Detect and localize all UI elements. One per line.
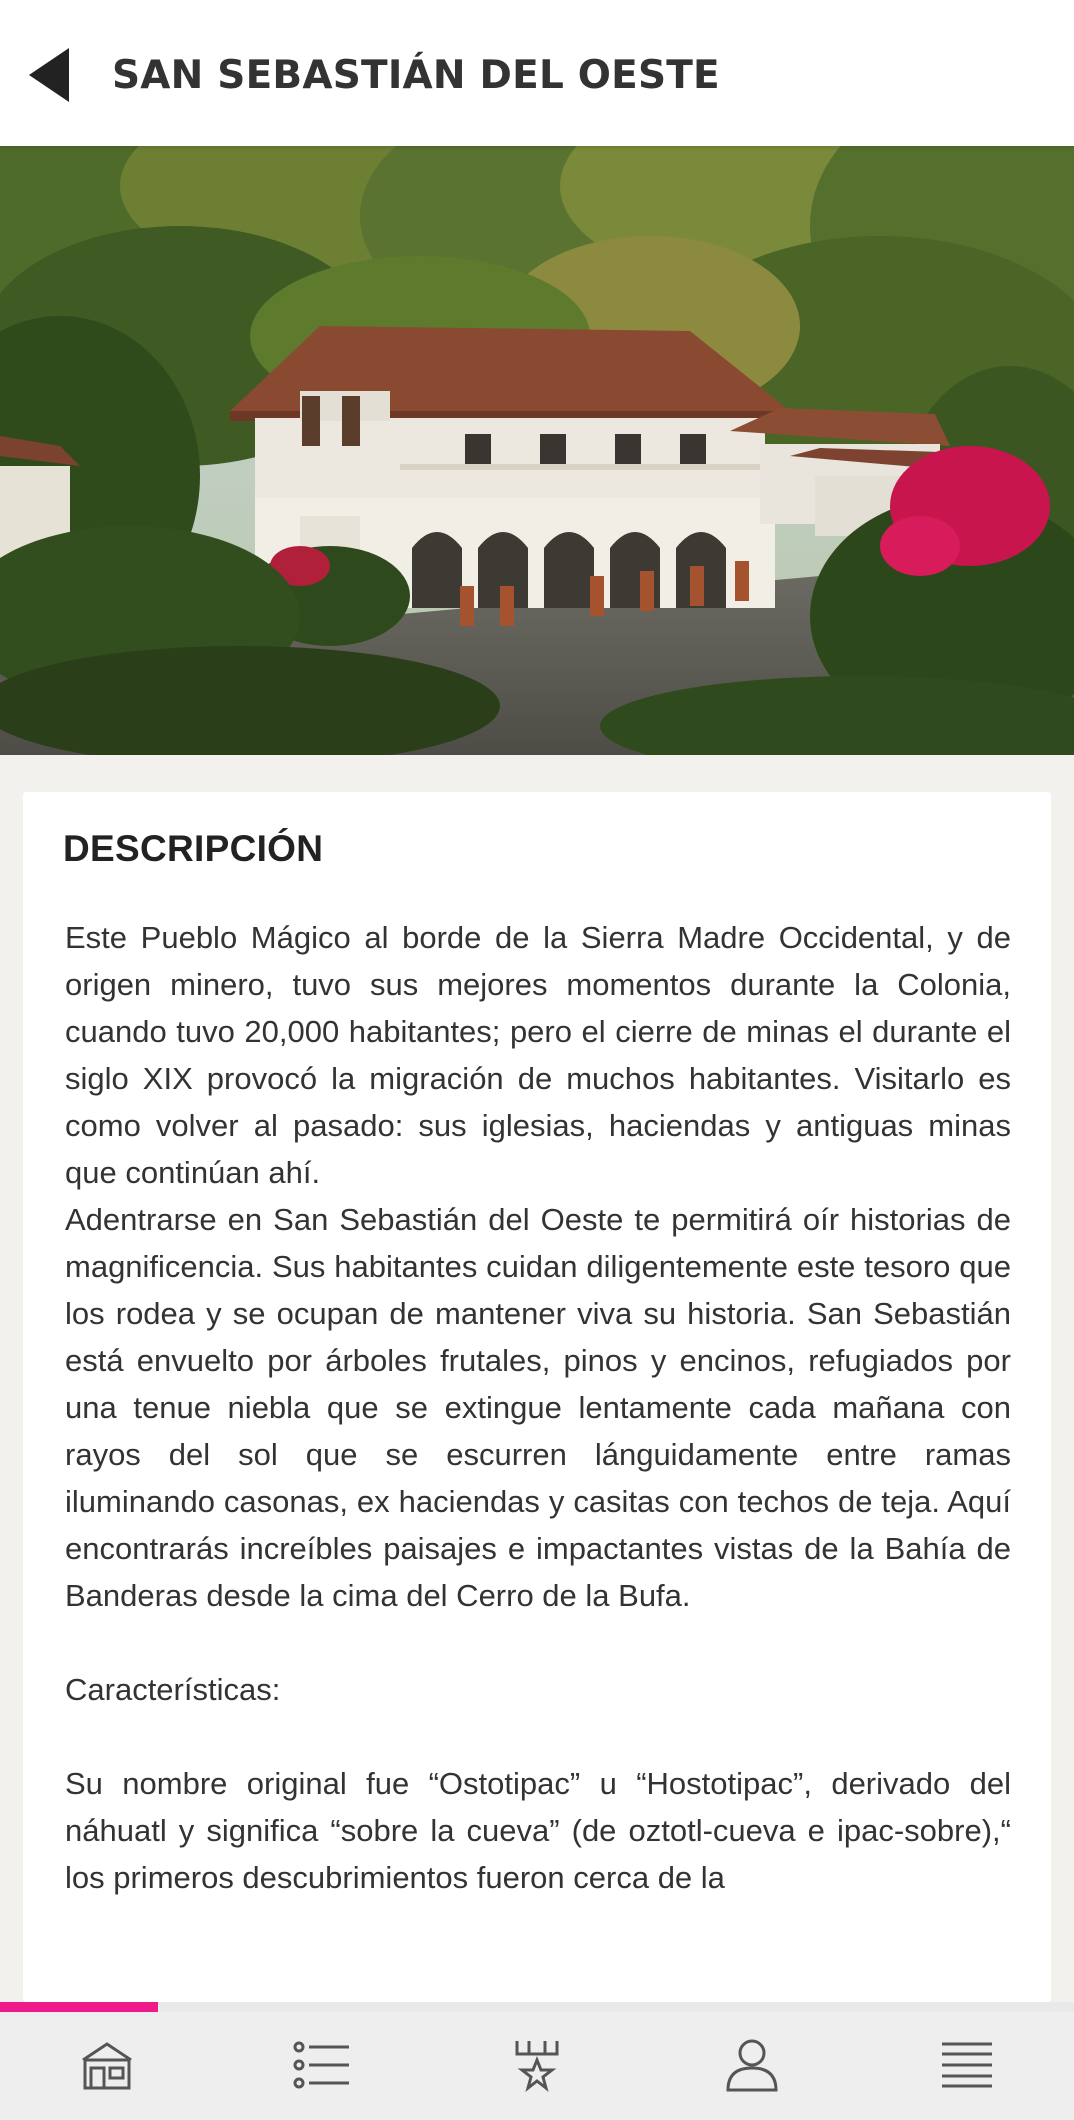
reading-progress	[0, 2002, 1074, 2012]
paragraph: Adentrarse en San Sebastián del Oeste te permitirá oír historias de magnificencia. Sus habitantes cuidan diligentemente este tesoro que los rodea y se ocupan de mantener viva su historia. San Sebastián está envuelto por árboles frutales, pinos y encinos, refugiados por una tenue niebla que se extingue lentamente cada mañana con rayos del sol que se escurren lánguidamente entre ramas iluminando casonas, ex haciendas y casitas con techos de teja. Aquí encontrarás increíbles paisajes e impactantes vistas de la Bahía de Banderas desde la cima del Cerro de la Bufa.	[65, 1202, 1011, 1613]
menu-icon	[940, 2040, 994, 2090]
medal-icon	[513, 2038, 561, 2092]
hacienda-photo	[0, 146, 1074, 755]
section-title: DESCRIPCIÓN	[63, 828, 324, 869]
paragraph: Características:	[65, 1672, 281, 1707]
back-arrow-icon	[27, 46, 71, 104]
bottom-nav	[0, 2009, 1074, 2120]
description-card	[23, 792, 1051, 2002]
hero-image	[0, 146, 1074, 755]
paragraph: Este Pueblo Mágico al borde de la Sierra Madre Occidental, y de origen minero, tuvo sus mejores momentos durante la Colonia, cuando tuvo 20,000 habitantes; pero el cierre de minas el durante el siglo XIX provocó la migración de muchos habitantes. Visitarlo es como volver al pasado: sus iglesias, haciendas y antiguas minas que continúan ahí.	[65, 920, 1011, 1190]
home-icon	[79, 2040, 135, 2090]
description-text	[65, 914, 1011, 1901]
profile-icon	[725, 2038, 779, 2092]
back-button[interactable]	[14, 40, 84, 110]
page-title: SAN SEBASTIÁN DEL OESTE	[112, 53, 720, 98]
nav-menu[interactable]	[859, 2010, 1074, 2120]
nav-achievements[interactable]	[430, 2010, 645, 2120]
list-icon	[293, 2040, 351, 2090]
nav-home[interactable]	[0, 2010, 215, 2120]
paragraph: Su nombre original fue “Ostotipac” u “Hostotipac”, derivado del náhuatl y significa “sobre la cueva” (de oztotl-cueva e ipac-sobre),“ los primeros descubrimientos fueron cerca de la	[65, 1766, 1011, 1895]
progress-fill	[0, 2002, 158, 2012]
nav-profile[interactable]	[644, 2010, 859, 2120]
app-header	[0, 0, 1074, 146]
nav-list[interactable]	[215, 2010, 430, 2120]
